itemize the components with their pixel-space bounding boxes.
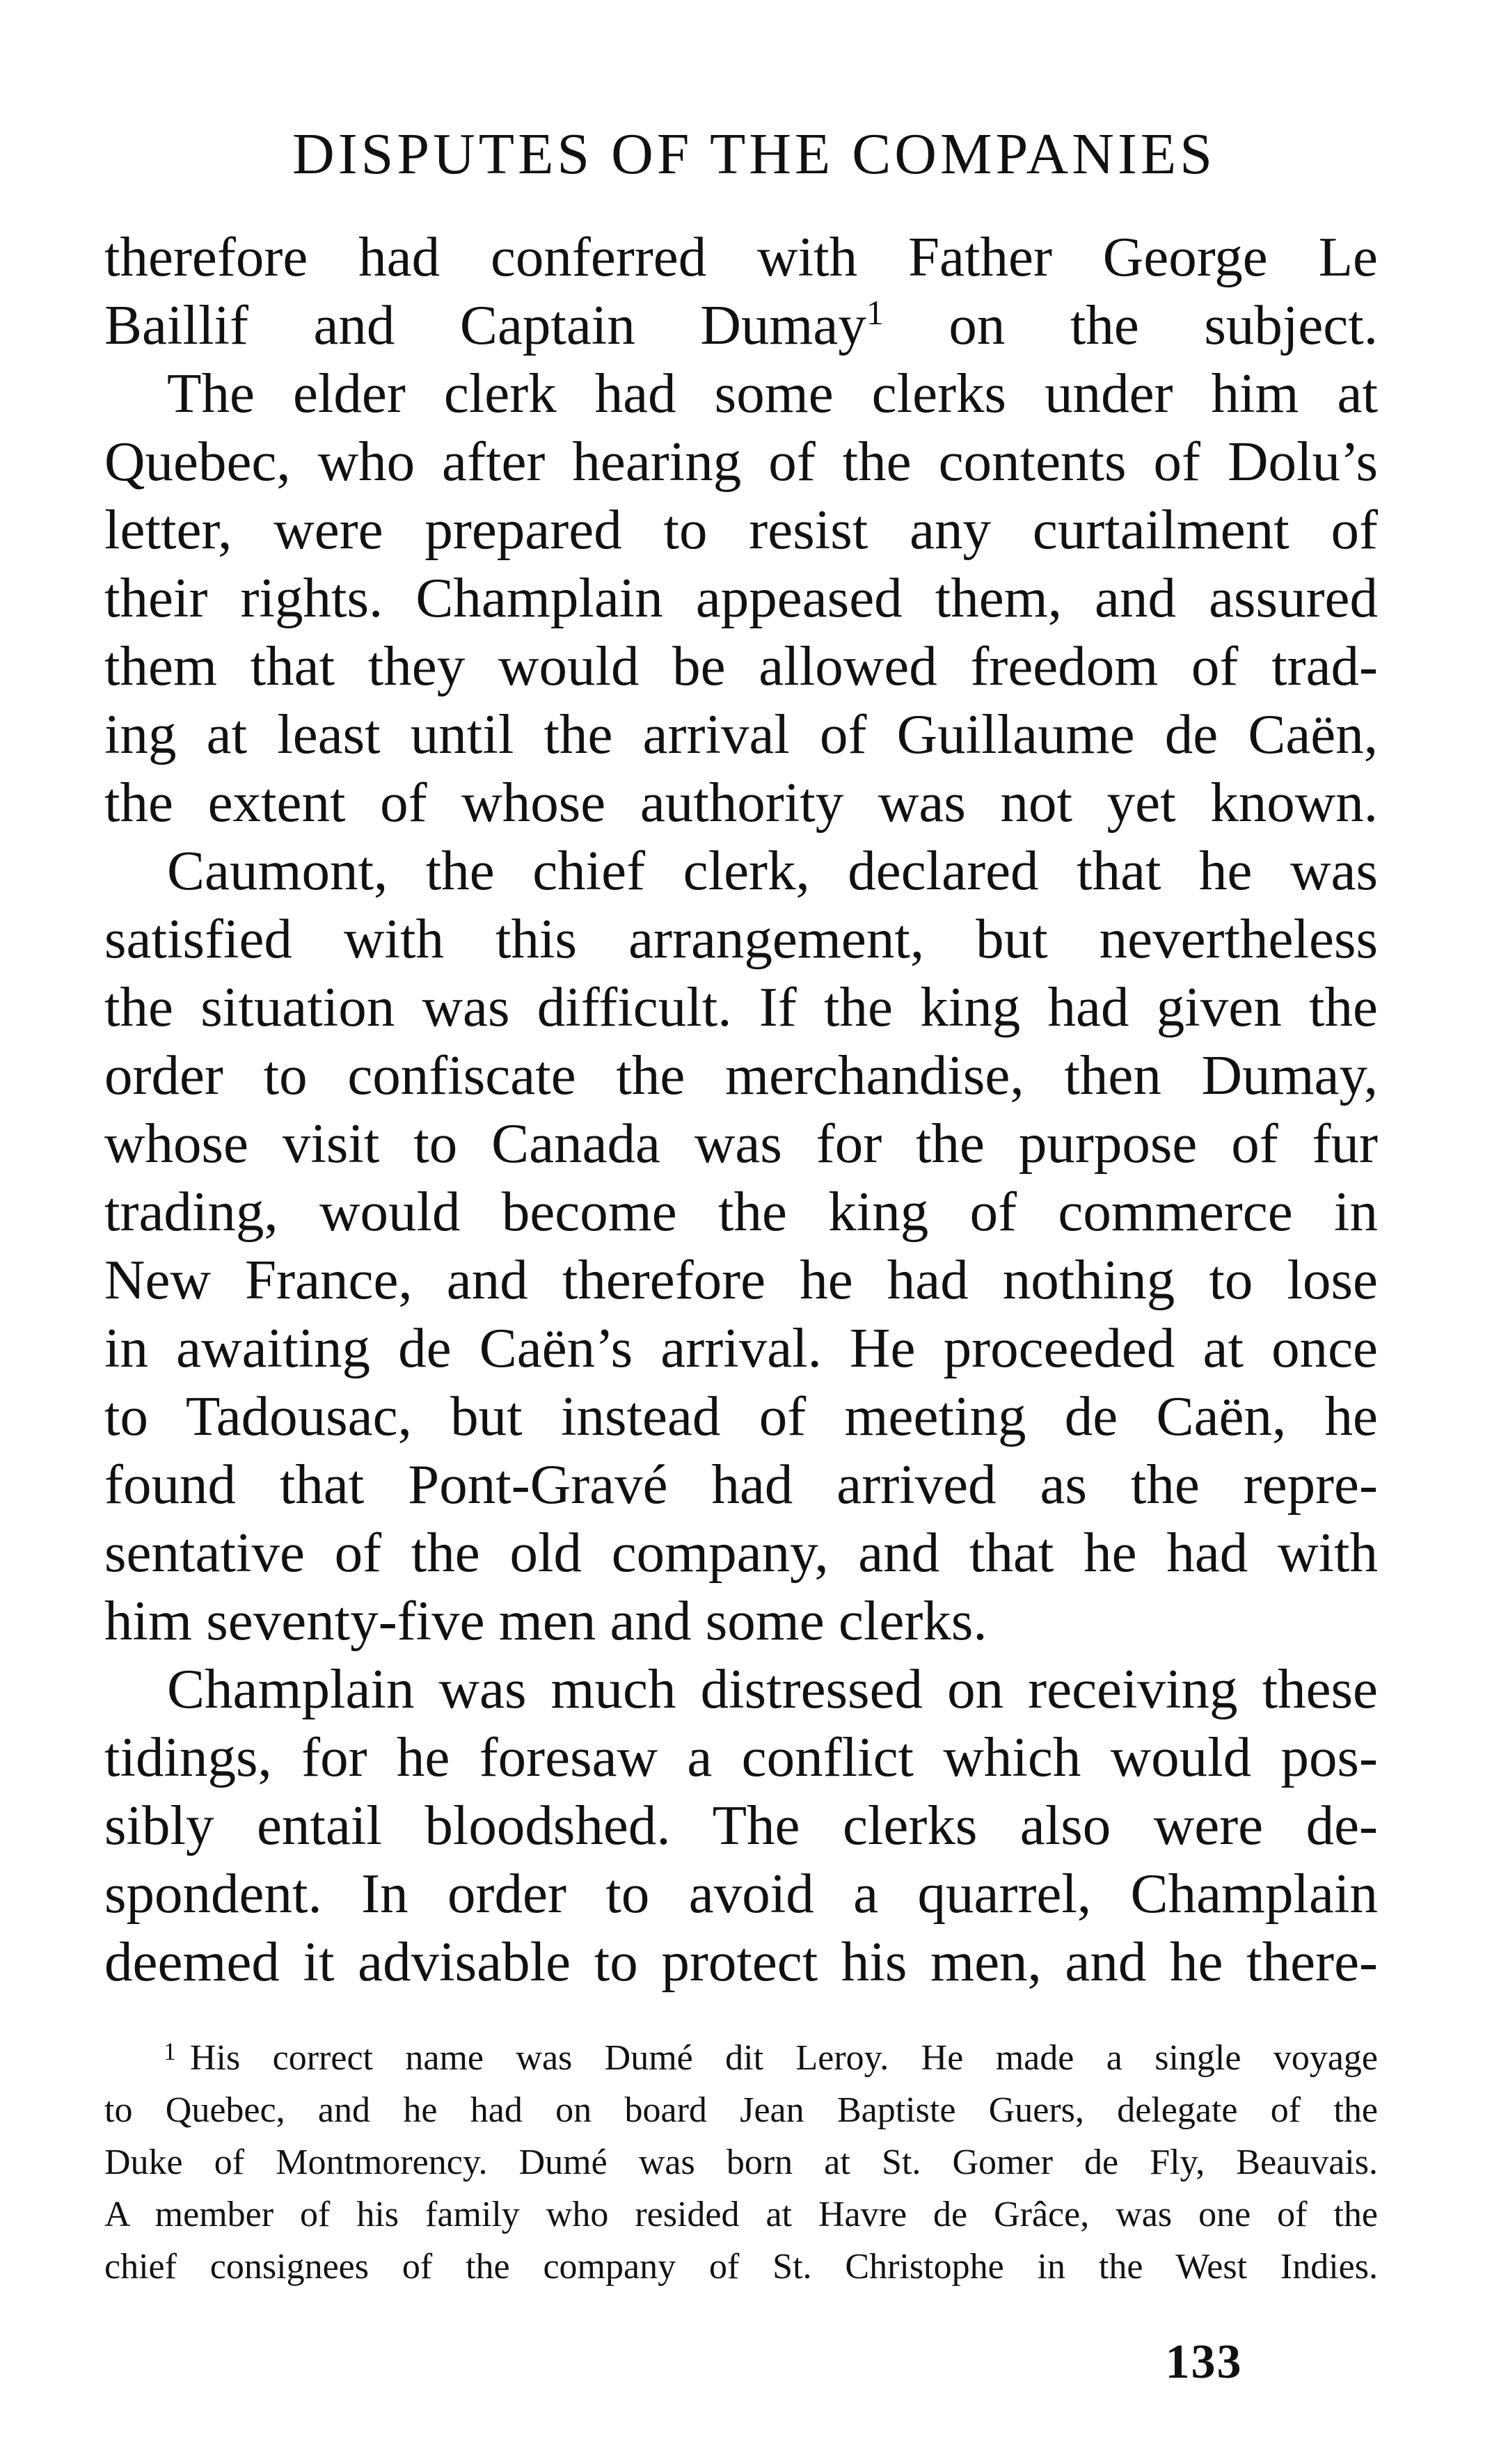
footnote-text: His correct name was Dumé dit Leroy. He made a single voyage: [190, 2038, 1378, 2078]
page-number: 133: [1165, 2335, 1243, 2389]
body-line: him seventy-five men and some clerks.: [104, 1589, 987, 1652]
footnote-marker: 1: [164, 2037, 176, 2065]
body-line: whose visit to Canada was for the purpose of fur: [104, 1112, 1378, 1175]
body-line: to Tadousac, but instead of meeting de Caën, he: [104, 1385, 1378, 1447]
footnote-line: A member of his family who resided at Havre de Grâce, was one of the: [104, 2195, 1378, 2234]
body-line: tidings, for he foresaw a conflict which would pos-: [104, 1726, 1378, 1788]
body-line-segment: Baillif and Captain Dumay: [104, 294, 866, 356]
body-line: found that Pont-Gravé had arrived as the repre-: [104, 1453, 1378, 1516]
body-line: The elder clerk had some clerks under him at: [167, 362, 1378, 424]
body-line: trading, would become the king of commerce in: [104, 1180, 1378, 1243]
body-line: order to confiscate the merchandise, then Dumay,: [104, 1044, 1378, 1106]
body-line: letter, were prepared to resist any curtailment of: [104, 498, 1378, 561]
body-line: ing at least until the arrival of Guillaume de Caën,: [104, 703, 1378, 765]
footnote-line: [104, 2032, 1378, 2084]
body-line: their rights. Champlain appeased them, and assured: [104, 566, 1378, 629]
footnote-reference[interactable]: 1: [866, 293, 884, 332]
footnote-line: Duke of Montmorency. Dumé was born at St. Gomer de Fly, Beauvais.: [104, 2143, 1378, 2182]
body-line: satisfied with this arrangement, but nevertheless: [104, 907, 1378, 970]
body-line: [104, 291, 1378, 359]
footnote-line: chief consignees of the company of St. Christophe in the West Indies.: [104, 2247, 1378, 2287]
body-line: sibly entail bloodshed. The clerks also were de-: [104, 1794, 1378, 1857]
body-line: sentative of the old company, and that he had with: [104, 1521, 1378, 1584]
body-text: [104, 223, 1378, 1996]
body-line: therefore had conferred with Father George Le: [104, 225, 1378, 288]
running-head: DISPUTES OF THE COMPANIES: [292, 122, 1216, 186]
body-line: them that they would be allowed freedom of trad-: [104, 635, 1378, 697]
body-line: deemed it advisable to protect his men, and he there-: [104, 1930, 1378, 1993]
body-line: New France, and therefore he had nothing to lose: [104, 1248, 1378, 1311]
body-line: spondent. In order to avoid a quarrel, Champlain: [104, 1862, 1378, 1925]
body-line-segment: on the subject.: [949, 294, 1379, 356]
body-line: Champlain was much distressed on receiving these: [167, 1658, 1378, 1720]
body-line: the extent of whose authority was not yet known.: [104, 771, 1378, 834]
body-line: the situation was difficult. If the king had given the: [104, 976, 1378, 1038]
body-line: in awaiting de Caën’s arrival. He proceeded at once: [104, 1317, 1378, 1379]
body-line: Quebec, who after hearing of the contents of Dolu’s: [104, 430, 1378, 493]
body-line: Caumont, the chief clerk, declared that he was: [167, 839, 1378, 902]
footnote-line: to Quebec, and he had on board Jean Baptiste Guers, delegate of the: [104, 2090, 1378, 2130]
footnote: [104, 2032, 1378, 2293]
